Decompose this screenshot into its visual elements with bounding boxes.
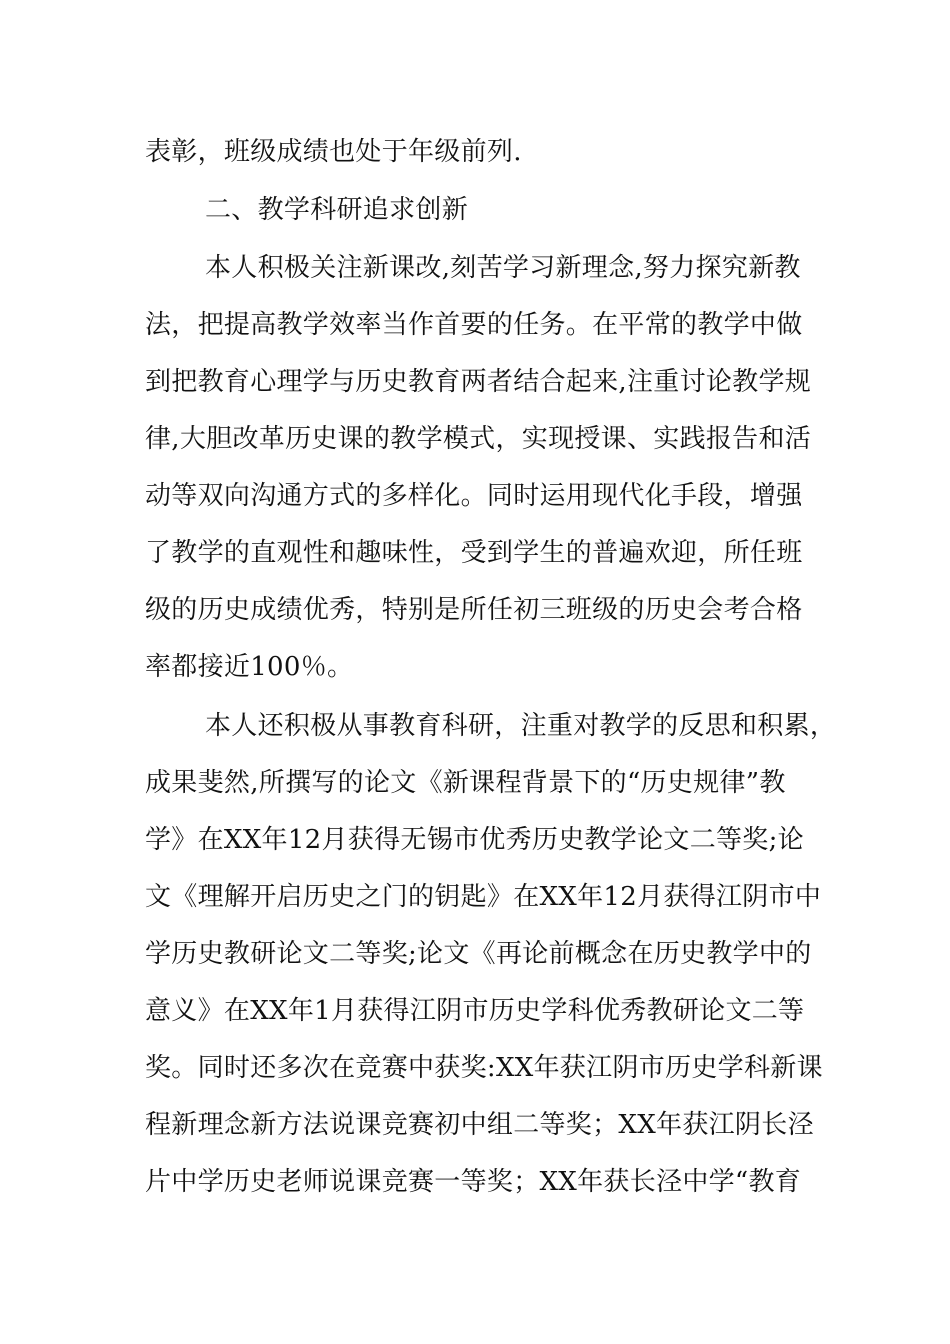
text-line: 本人积极关注新课改,刻苦学习新理念,努力探究新教 xyxy=(205,253,801,283)
text-line: 意义》在XX年1月获得江阴市历史学科优秀教研论文二等 xyxy=(145,996,805,1026)
text-line: 法，把提高教学效率当作首要的任务。在平常的教学中做 xyxy=(145,310,803,340)
text-line: 成果斐然,所撰写的论文《新课程背景下的“历史规律”教 xyxy=(145,768,786,798)
text-line: 奖。同时还多次在竞赛中获奖:XX年获江阴市历史学科新课 xyxy=(145,1053,823,1083)
text-line: 了教学的直观性和趣味性，受到学生的普遍欢迎，所任班 xyxy=(145,538,803,568)
text-line: 程新理念新方法说课竞赛初中组二等奖；XX年获江阴长泾 xyxy=(145,1110,814,1140)
text-line: 表彰，班级成绩也处于年级前列. xyxy=(145,137,522,167)
text-line: 级的历史成绩优秀，特别是所任初三班级的历史会考合格 xyxy=(145,595,803,625)
text-line: 动等双向沟通方式的多样化。同时运用现代化手段，增强 xyxy=(145,481,803,511)
text-line: 学》在XX年12月获得无锡市优秀历史教学论文二等奖;论 xyxy=(145,825,804,855)
text-line: 到把教育心理学与历史教育两者结合起来,注重讨论教学规 xyxy=(145,367,812,397)
text-line: 率都接近100％。 xyxy=(145,652,354,682)
text-line: 学历史教研论文二等奖;论文《再论前概念在历史教学中的 xyxy=(145,939,812,969)
text-line: 片中学历史老师说课竞赛一等奖；XX年获长泾中学“教育 xyxy=(145,1167,802,1197)
text-line: 律,大胆改革历史课的教学模式，实现授课、实践报告和活 xyxy=(145,424,812,454)
section-heading: 二、教学科研追求创新 xyxy=(205,195,469,225)
text-line: 本人还积极从事教育科研，注重对教学的反思和积累， xyxy=(205,711,837,741)
text-line: 文《理解开启历史之门的钥匙》在XX年12月获得江阴市中 xyxy=(145,882,822,912)
